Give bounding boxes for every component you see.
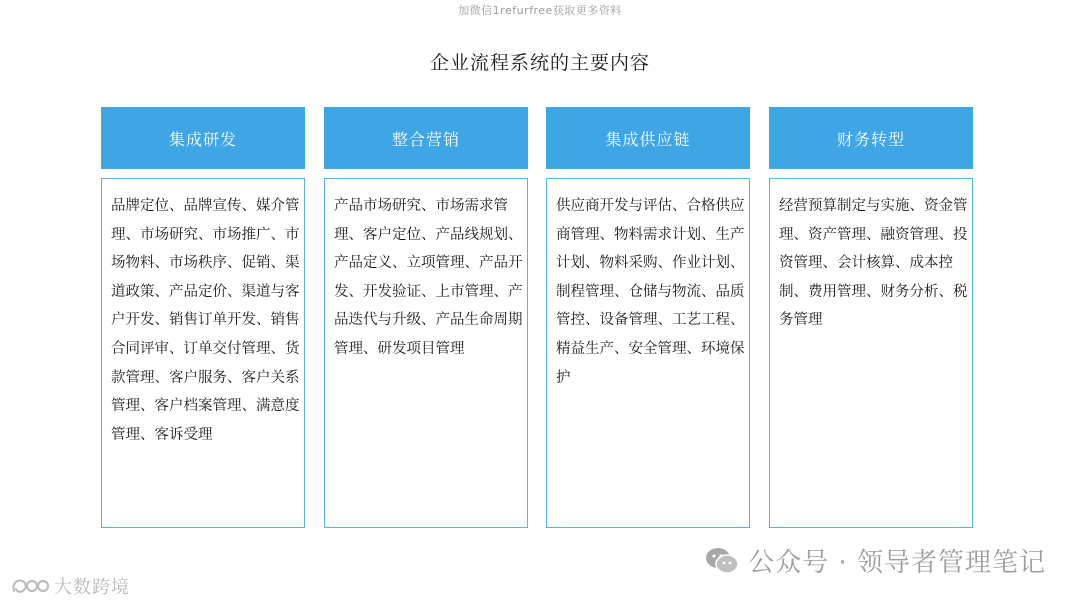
watermark xyxy=(704,542,1046,579)
column-header: 整合营销 xyxy=(324,107,528,169)
column-integrated-marketing xyxy=(324,107,528,532)
column-integrated-rd xyxy=(101,107,305,532)
column-body xyxy=(769,178,973,528)
brand-text: 大数跨境 xyxy=(54,577,130,598)
wechat-icon xyxy=(704,546,740,576)
column-finance-transformation xyxy=(769,107,973,532)
process-columns xyxy=(0,107,1080,532)
column-body xyxy=(101,178,305,528)
watermark-text: 公众号 · 领导者管理笔记 xyxy=(748,548,1046,578)
column-body-text: 经营预算制定与实施、资金管理、资产管理、融资管理、投资管理、会计核算、成本控制、费用管理、财务分析、税务管理 xyxy=(779,198,968,329)
column-header: 集成研发 xyxy=(101,107,305,169)
column-body xyxy=(546,178,750,528)
column-header: 财务转型 xyxy=(769,107,973,169)
page-title: 企业流程系统的主要内容 xyxy=(429,52,650,74)
column-supply-chain xyxy=(546,107,750,532)
column-body-text: 产品市场研究、市场需求管理、客户定位、产品线规划、产品定义、立项管理、产品开发、开发验证、上市管理、产品迭代与升级、产品生命周期管理、研发项目管理 xyxy=(334,198,523,357)
column-body-text: 品牌定位、品牌宣传、媒介管理、市场研究、市场推广、市场物料、市场秩序、促销、渠道政策、产品定价、渠道与客户开发、销售订单开发、销售合同评审、订单交付管理、货款管理、客户服务、客户关系管理、客户档案管理、满意度管理、客诉受理 xyxy=(111,198,300,443)
brand-logo-icon xyxy=(10,575,50,597)
top-note: 加微信1refurfree获取更多资料 xyxy=(458,4,622,17)
brand-mark xyxy=(10,573,130,599)
column-body-text: 供应商开发与评估、合格供应商管理、物料需求计划、生产计划、物料采购、作业计划、制程管理、仓储与物流、品质管控、设备管理、工艺工程、精益生产、安全管理、环境保护 xyxy=(556,198,745,386)
column-body xyxy=(324,178,528,528)
column-header: 集成供应链 xyxy=(546,107,750,169)
